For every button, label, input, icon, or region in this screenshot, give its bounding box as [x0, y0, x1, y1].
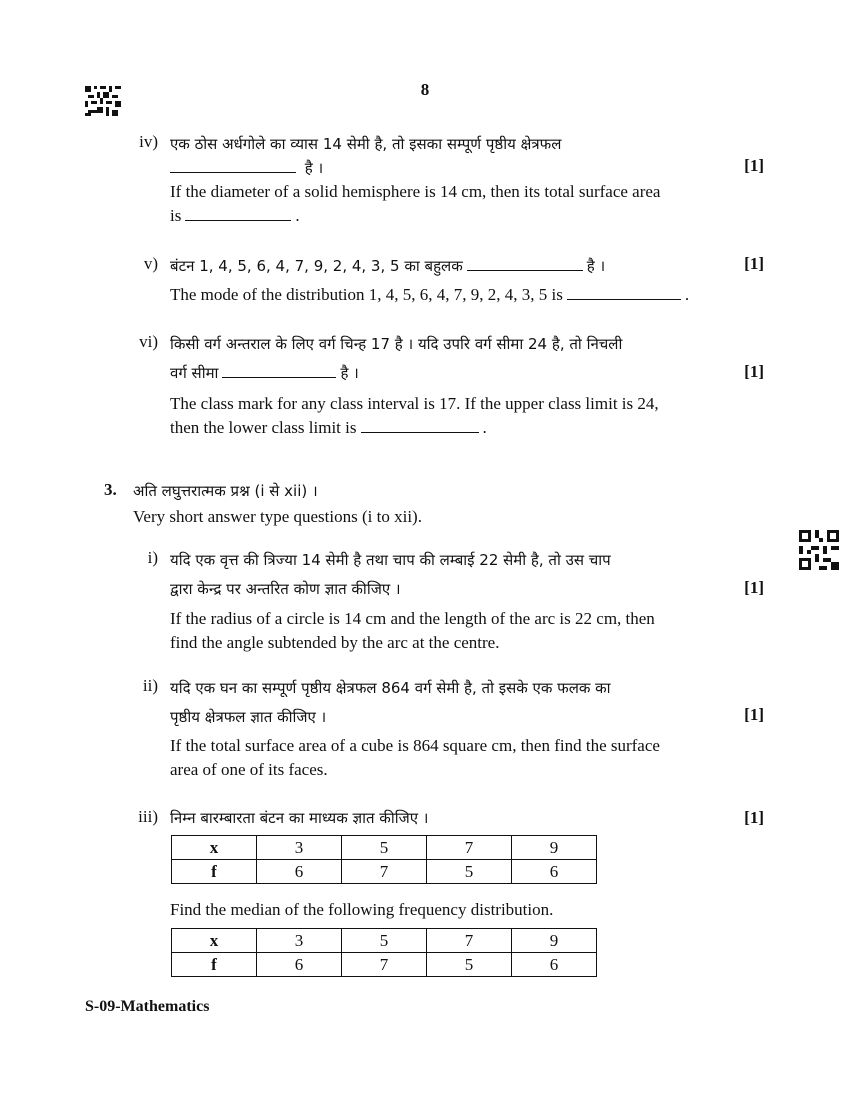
table-header-cell: f: [172, 860, 257, 884]
table-header-cell: f: [172, 953, 257, 977]
table-header-cell: x: [172, 836, 257, 860]
question-number: iv): [139, 132, 158, 151]
table-cell: 3: [257, 929, 342, 953]
page-number: 8: [420, 80, 430, 99]
table-cell: 6: [257, 953, 342, 977]
answer-blank: [361, 431, 479, 433]
qr-code-icon: [799, 530, 839, 570]
marks: [1]: [744, 578, 764, 597]
table-cell: 5: [342, 836, 427, 860]
question-text-hindi: [170, 254, 605, 278]
question-text-hindi: बंटन 1, 4, 5, 6, 4, 7, 9, 2, 4, 3, 5 का बहुलक: [170, 257, 463, 275]
question-text-english: The mode of the distribution 1, 4, 5, 6, 4, 7, 9, 2, 4, 3, 5 is: [170, 285, 563, 304]
answer-blank: [185, 219, 291, 221]
table-cell: 5: [427, 953, 512, 977]
barcode-icon: [85, 86, 121, 116]
answer-blank: [222, 376, 336, 378]
question-number: ii): [142, 676, 158, 695]
question-text-english: Find the median of the following frequency distribution.: [170, 900, 554, 919]
table-cell: 6: [257, 860, 342, 884]
punctuation: .: [295, 206, 300, 225]
question-text-hindi: यदि एक घन का सम्पूर्ण पृष्ठीय क्षेत्रफल 864 वर्ग सेमी है, तो इसके एक फलक का: [170, 679, 611, 697]
answer-blank: [567, 298, 681, 300]
section-title-english: Very short answer type questions (i to xii).: [133, 507, 422, 526]
question-text-hindi: [170, 156, 323, 180]
question-text-english: then the lower class limit is: [170, 418, 357, 437]
table-cell: 7: [427, 836, 512, 860]
question-text-english: If the total surface area of a cube is 864 square cm, then find the surface: [170, 736, 660, 755]
answer-blank: [467, 269, 583, 271]
table-cell: 3: [257, 836, 342, 860]
table-row: [172, 929, 597, 953]
question-text-hindi: है ।: [304, 159, 324, 177]
table-cell: 5: [427, 860, 512, 884]
table-cell: 9: [512, 836, 597, 860]
question-text-english: The class mark for any class interval is 17. If the upper class limit is 24,: [170, 394, 659, 413]
question-number: v): [143, 254, 158, 273]
table-cell: 5: [342, 929, 427, 953]
question-text-hindi: किसी वर्ग अन्तराल के लिए वर्ग चिन्ह 17 है । यदि उपरि वर्ग सीमा 24 है, तो निचली: [170, 335, 623, 353]
frequency-table: [171, 928, 597, 977]
table-row: [172, 953, 597, 977]
question-text-hindi: निम्न बारम्बारता बंटन का माध्यक ज्ञात कीजिए ।: [170, 809, 429, 827]
question-text-hindi: पृष्ठीय क्षेत्रफल ज्ञात कीजिए ।: [170, 708, 327, 726]
question-number: i): [147, 548, 158, 567]
question-text-english: If the radius of a circle is 14 cm and the length of the arc is 22 cm, then: [170, 609, 655, 628]
question-text-hindi: [170, 361, 359, 385]
paper-code: S-09-Mathematics: [85, 998, 210, 1015]
punctuation: .: [684, 285, 690, 304]
marks: [1]: [744, 362, 764, 381]
marks: [1]: [744, 705, 764, 724]
question-text-hindi: है ।: [586, 257, 606, 275]
marks: [1]: [744, 808, 764, 827]
table-row: [172, 836, 597, 860]
answer-blank: [170, 171, 296, 173]
question-text-english: area of one of its faces.: [170, 760, 328, 779]
question-text-english: is: [170, 206, 182, 225]
question-number: vi): [139, 332, 158, 351]
question-number: iii): [138, 807, 158, 826]
table-cell: 9: [512, 929, 597, 953]
table-row: [172, 860, 597, 884]
question-text-english: find the angle subtended by the arc at the centre.: [170, 633, 500, 652]
question-text-english: [170, 283, 689, 307]
question-text-hindi: एक ठोस अर्धगोले का व्यास 14 सेमी है, तो इसका सम्पूर्ण पृष्ठीय क्षेत्रफल: [170, 135, 562, 153]
marks: [1]: [744, 254, 764, 273]
question-text-hindi: यदि एक वृत्त की त्रिज्या 14 सेमी है तथा चाप की लम्बाई 22 सेमी है, तो उस चाप: [170, 551, 611, 569]
question-number: 3.: [104, 480, 117, 499]
question-text-english: [170, 204, 300, 228]
punctuation: .: [482, 418, 487, 437]
table-cell: 6: [512, 953, 597, 977]
question-text-hindi: द्वारा केन्द्र पर अन्तरित कोण ज्ञात कीजिए ।: [170, 580, 401, 598]
table-cell: 7: [342, 860, 427, 884]
table-cell: 7: [342, 953, 427, 977]
question-text-hindi: वर्ग सीमा: [170, 364, 219, 382]
question-text-english: [170, 416, 487, 440]
frequency-table: [171, 835, 597, 884]
table-cell: 6: [512, 860, 597, 884]
section-title-hindi: अति लघुत्तरात्मक प्रश्न (i से xii) ।: [133, 482, 318, 500]
question-text-hindi: है ।: [340, 364, 359, 382]
table-cell: 7: [427, 929, 512, 953]
table-header-cell: x: [172, 929, 257, 953]
marks: [1]: [744, 156, 764, 175]
question-text-english: If the diameter of a solid hemisphere is 14 cm, then its total surface area: [170, 182, 661, 201]
